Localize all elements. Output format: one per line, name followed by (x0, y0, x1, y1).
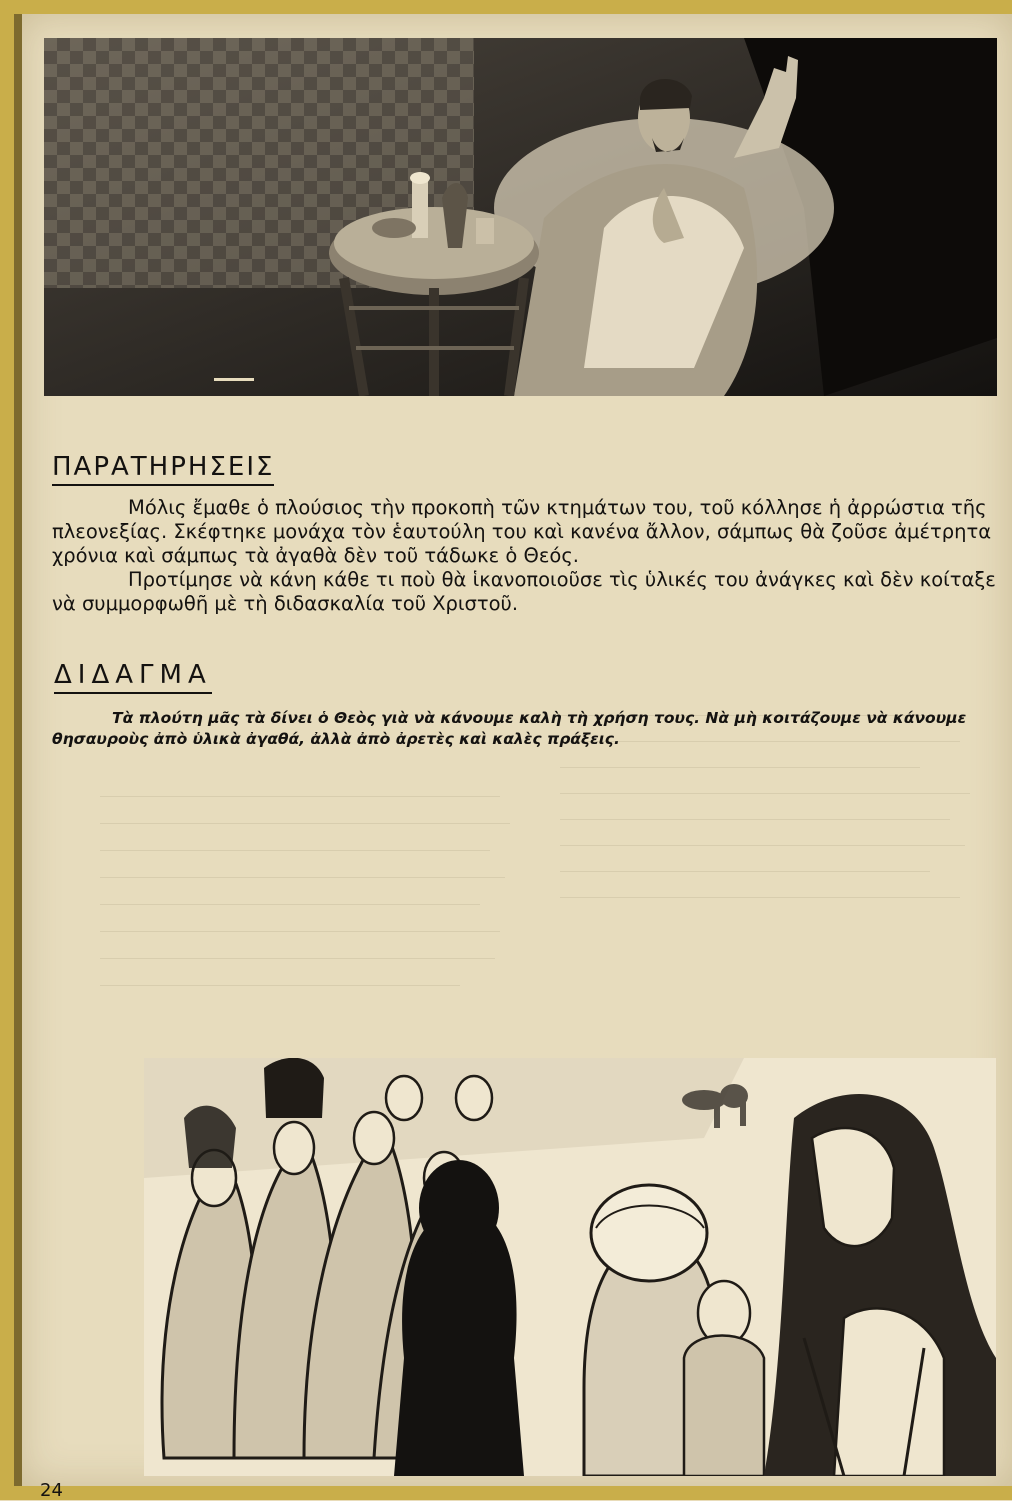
observations-paragraph-2: Προτίμησε νὰ κάνη κάθε τι ποὺ θὰ ἱκανοποιοῦσε τὶς ὑλικές του ἀνάγκες καὶ δὲν κοίταξε νὰ συμμορφωθῆ μὲ τὴ διδασκαλία τοῦ Χριστοῦ. (52, 568, 996, 615)
binding-edge (14, 14, 22, 1486)
illustration-crowd (144, 1058, 996, 1476)
lesson-heading: ΔΙΔΑΓΜΑ (54, 660, 212, 694)
lesson-body (52, 708, 1002, 750)
crowd-drawing (144, 1058, 996, 1476)
observations-heading: ΠΑΡΑΤΗΡΗΣΕΙΣ (52, 452, 274, 486)
lesson-text: Τὰ πλούτη μᾶς τὰ δίνει ὁ Θεὸς γιὰ νὰ κάνουμε καλὴ τὴ χρήση τους. Νὰ μὴ κοιτάζουμε νὰ κάνουμε θησαυροὺς ἀπὸ ὑλικὰ ἀγαθά, ἀλλὰ ἀπὸ ἀρετὲς καὶ καλὲς πράξεις. (52, 709, 967, 748)
rich-man-drawing (44, 38, 997, 396)
illustration-rich-man-in-bed (44, 38, 997, 396)
page-number: 24 (40, 1480, 63, 1501)
observations-body (52, 496, 1002, 616)
bleed-through-texture-left (100, 770, 520, 1070)
observations-paragraph-1: Μόλις ἔμαθε ὁ πλούσιος τὴν προκοπὴ τῶν κτημάτων του, τοῦ κόλλησε ἡ ἀρρώστια τῆς πλεονεξίας. Σκέφτηκε μονάχα τὸν ἑαυτούλη του καὶ κανένα ἄλλον, σάμπως θὰ ζοῦσε ἀμέτρητα χρόνια καὶ σάμπως τὰ ἀγαθὰ δὲν τοῦ τάδωκε ὁ Θεός. (52, 496, 992, 567)
